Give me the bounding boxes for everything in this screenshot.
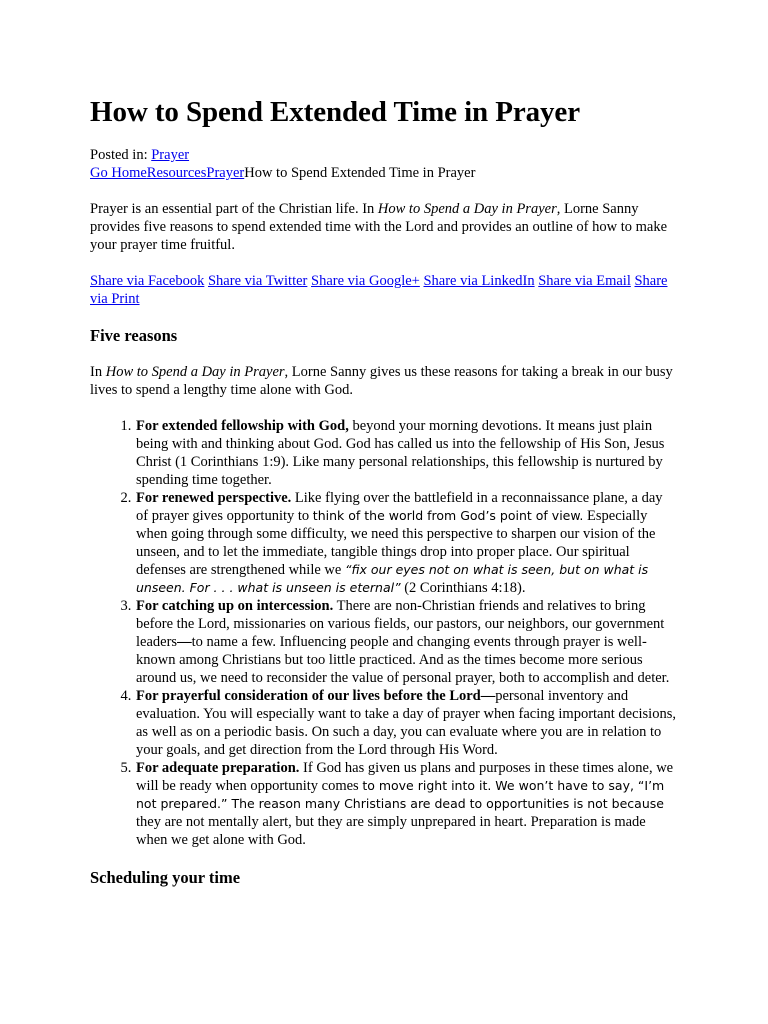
breadcrumb-current: How to Spend Extended Time in Prayer [244, 165, 476, 181]
scripture-ref: (2 Corinthians 4:18). [400, 580, 526, 596]
category-link-prayer[interactable]: Prayer [151, 147, 190, 163]
reason-lead: For adequate preparation. [136, 760, 300, 776]
reason-text: There are non-Christian friends and relatives to bring before the Lord, missionaries on various fields, our pastors, our neighbors, our government leaders [136, 598, 665, 650]
reasons-intro-paragraph [90, 363, 678, 399]
posted-in [90, 146, 678, 164]
share-links [90, 272, 678, 308]
reason-lead: For prayerful consideration of our lives before the Lord [136, 688, 481, 704]
breadcrumb-prayer[interactable]: Prayer [206, 165, 245, 181]
list-item [135, 597, 678, 687]
reason-text: beyond your morning devotions. It means just plain being with and thinking about God. God has called us into the fellowship of His Son, Jesus Christ (1 Corinthians 1:9). Like many personal relationships, this fellowship is nurtured by spending time together. [136, 418, 665, 488]
reasons-intro-post: , Lorne Sanny gives us these reasons for taking a break in our busy lives to spend a lengthy time alone with God. [90, 364, 673, 398]
reason-lead: For catching up on intercession. [136, 598, 334, 614]
list-item [135, 417, 678, 489]
em-dash: — [480, 688, 496, 704]
reason-text: personal inventory and evaluation. You will especially want to take a day of prayer when facing important decisions, as well as on a periodic basis. On such a day, you can evaluate where you are in relation to your goals, and get direction from the Lord through His Word. [136, 688, 676, 758]
share-twitter-link[interactable]: Share via Twitter [207, 273, 308, 289]
reason-lead: For extended fellowship with God, [136, 418, 349, 434]
intro-paragraph [90, 200, 678, 254]
scripture-quote: “fix our eyes not on what is seen, but on what is unseen. For . . . what is unseen is eternal” [136, 562, 649, 595]
intro-book-title: How to Spend a Day in Prayer [377, 201, 557, 217]
scheduling-heading: Scheduling your time [90, 868, 241, 887]
em-dash: — [177, 634, 192, 650]
reason-text: If God has given us plans and purposes in these times alone, we will be ready when opportunity comes [136, 760, 674, 794]
reason-text: Like flying over the battlefield in a reconnaissance plane, a day of prayer gives opportunity to [136, 490, 663, 524]
breadcrumb-resources[interactable]: Resources [146, 165, 207, 181]
reason-text: to name a few. Influencing people and changing events through prayer is well-known among Christians but too little practiced. And as the times become more serious around us, we need to reconsider the value of personal prayer, both to accomplish and deter. [136, 634, 670, 686]
share-google-link[interactable]: Share via Google+ [311, 273, 420, 289]
posted-in-label: Posted in: [90, 147, 152, 163]
reason-text-sans: to move right into it. We won’t have to say, “I’m not prepared.” The reason many Christians are dead to opportunities is not because [136, 778, 665, 811]
share-print-link[interactable]: Share via Print [90, 273, 668, 307]
page-title: How to Spend Extended Time in Prayer [90, 96, 580, 128]
reasons-intro-book-title: How to Spend a Day in Prayer [105, 364, 285, 380]
list-item [135, 489, 678, 597]
reason-text: they are not mentally alert, but they are simply unprepared in heart. Preparation is made when we get alone with God. [136, 814, 646, 848]
reasons-intro-pre: In [90, 364, 106, 380]
share-facebook-link[interactable]: Share via Facebook [90, 273, 205, 289]
reason-text-sans: think of the world from God’s point of view. [312, 508, 584, 523]
five-reasons-heading: Five reasons [90, 326, 178, 345]
share-linkedin-link[interactable]: Share via LinkedIn [423, 273, 535, 289]
breadcrumb [90, 164, 678, 182]
intro-text-post: , Lorne Sanny provides five reasons to spend extended time with the Lord and provides an outline of how to make your prayer time fruitful. [90, 201, 668, 253]
reasons-list [90, 417, 678, 849]
intro-text-pre: Prayer is an essential part of the Christian life. In [90, 201, 378, 217]
reason-text: Especially when going through some difficulty, we need this perspective to sharpen our vision of the unseen, and to let the immediate, tangible things drop into proper place. Our spiritual defenses are strengthened while we [136, 508, 656, 578]
share-email-link[interactable]: Share via Email [538, 273, 631, 289]
breadcrumb-home[interactable]: Go Home [90, 165, 147, 181]
list-item [135, 759, 678, 849]
reason-lead: For renewed perspective. [136, 490, 292, 506]
list-item [135, 687, 678, 759]
